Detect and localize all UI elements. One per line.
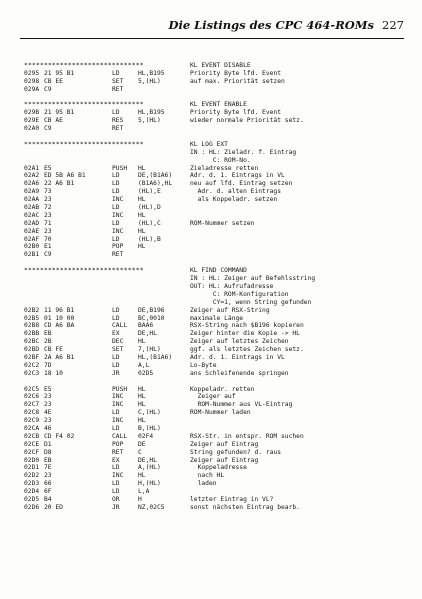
comment: laden (190, 480, 217, 488)
comment: Adr. d. alten Eintrags (190, 188, 281, 196)
address: 0295 (24, 69, 40, 77)
section-title: KL EVENT ENABLE (190, 101, 247, 109)
mnemonic: LD (112, 306, 120, 314)
parameter-note (24, 275, 404, 283)
address: 02AE (24, 227, 40, 235)
mnemonic: PUSH (112, 385, 128, 393)
comment: ROM-Nummer laden (190, 409, 251, 417)
operand: HL (138, 401, 146, 409)
address: 02D6 (24, 503, 40, 511)
mnemonic: LD (112, 172, 120, 180)
opcode-bytes: 23 (44, 417, 52, 425)
code-line (24, 393, 404, 401)
section-header (24, 267, 404, 275)
opcode-bytes: 73 (44, 188, 52, 196)
opcode-bytes: 46 (44, 424, 52, 432)
address: 02B5 (24, 314, 40, 322)
opcode-bytes: 7E (44, 464, 52, 472)
address: 02D5 (24, 495, 40, 503)
mnemonic: POP (112, 440, 124, 448)
mnemonic: LD (112, 188, 120, 196)
opcode-bytes: 18 10 (44, 369, 63, 377)
code-line (24, 315, 404, 323)
section-separator: ****************************** (24, 267, 144, 275)
mnemonic: LD (112, 69, 120, 77)
code-line (24, 330, 404, 338)
code-line (24, 188, 404, 196)
section-title: KL LOG EXT (190, 140, 228, 148)
opcode-bytes: 22 A6 B1 (44, 180, 75, 188)
section-header (24, 101, 404, 109)
operand: (HL),B (138, 235, 161, 243)
operand: HL,B195 (138, 69, 165, 77)
code-line (24, 165, 404, 173)
code-line (24, 370, 404, 378)
comment: Priority Byte lfd. Event (190, 69, 281, 77)
section-separator: ****************************** (24, 140, 144, 148)
code-line (24, 338, 404, 346)
address: 02AD (24, 219, 40, 227)
address: 02A1 (24, 164, 40, 172)
code-line (24, 70, 404, 78)
section-header (24, 141, 404, 149)
operand: DE,(B1A6) (138, 172, 173, 180)
address: 02BF (24, 353, 40, 361)
address: 02A2 (24, 172, 40, 180)
opcode-bytes: 23 (44, 393, 52, 401)
code-line (24, 251, 404, 259)
address: 02D1 (24, 464, 40, 472)
blank-line (24, 259, 404, 267)
operand: 02D5 (138, 369, 154, 377)
mnemonic: RET (112, 125, 124, 133)
opcode-bytes: EB (44, 330, 52, 338)
opcode-bytes: E5 (44, 164, 52, 172)
code-line (24, 409, 404, 417)
opcode-bytes: D8 (44, 448, 52, 456)
code-line (24, 125, 404, 133)
note-text: CY=1, wenn String gefunden (190, 298, 312, 306)
mnemonic: LD (112, 409, 120, 417)
address: 02AA (24, 196, 40, 204)
opcode-bytes: 7D (44, 361, 52, 369)
comment: Zeiger auf RSX-String (190, 306, 270, 314)
operand: DE (138, 440, 146, 448)
mnemonic: PUSH (112, 164, 128, 172)
opcode-bytes: 66 (44, 480, 52, 488)
mnemonic: LD (112, 353, 120, 361)
opcode-bytes: 6F (44, 488, 52, 496)
address: 02A6 (24, 180, 40, 188)
page-number: 227 (382, 18, 404, 32)
operand: HL (138, 385, 146, 393)
opcode-bytes: C9 (44, 251, 52, 259)
mnemonic: LD (112, 204, 120, 212)
mnemonic: SET (112, 346, 124, 354)
address: 02D3 (24, 480, 40, 488)
operand: A,L (138, 361, 150, 369)
comment: ROM-Nummer setzen (190, 219, 255, 227)
address: 02CE (24, 440, 40, 448)
parameter-note (24, 283, 404, 291)
code-line (24, 504, 404, 512)
code-line (24, 322, 404, 330)
address: 02C7 (24, 401, 40, 409)
operand: H,(HL) (138, 480, 161, 488)
comment: letzter Eintrag in VL? (190, 495, 274, 503)
opcode-bytes: E5 (44, 385, 52, 393)
operand: BAA6 (138, 322, 154, 330)
address: 02B1 (24, 251, 40, 259)
code-line (24, 307, 404, 315)
mnemonic: EX (112, 330, 120, 338)
address: 02C8 (24, 409, 40, 417)
code-line (24, 204, 404, 212)
mnemonic: INC (112, 196, 124, 204)
opcode-bytes: C9 (44, 85, 52, 93)
mnemonic: JR (112, 503, 120, 511)
address: 02AF (24, 235, 40, 243)
note-text: IN : HL: Zieladr. f. Eintrag (190, 148, 297, 156)
assembly-listing (24, 62, 404, 512)
mnemonic: POP (112, 243, 124, 251)
page-header (20, 16, 404, 39)
comment: wieder normale Priorität setz. (190, 117, 304, 125)
code-line (24, 243, 404, 251)
code-line (24, 180, 404, 188)
note-text: OUT: HL: Aufrufadresse (190, 282, 274, 290)
mnemonic: LD (112, 109, 120, 117)
mnemonic: OR (112, 495, 120, 503)
code-line (24, 449, 404, 457)
comment: ans Schleifenende springen (190, 369, 289, 377)
mnemonic: INC (112, 227, 124, 235)
code-line (24, 354, 404, 362)
mnemonic: INC (112, 211, 124, 219)
comment: Zeiger hinter die Kopie -> HL (190, 330, 300, 338)
address: 02AC (24, 211, 40, 219)
code-line (24, 386, 404, 394)
comment: nach HL (190, 472, 225, 480)
opcode-bytes: 23 (44, 472, 52, 480)
address: 02C9 (24, 417, 40, 425)
operand: B,(HL) (138, 424, 161, 432)
operand: HL (138, 472, 146, 480)
comment: Zeiger auf Eintrag (190, 440, 259, 448)
opcode-bytes: CD A6 BA (44, 322, 75, 330)
address: 029E (24, 117, 40, 125)
opcode-bytes: ED 5B A6 B1 (44, 172, 86, 180)
address: 02CB (24, 432, 40, 440)
code-line (24, 109, 404, 117)
code-line (24, 346, 404, 354)
comment: Koppeladresse (190, 464, 247, 472)
address: 0298 (24, 77, 40, 85)
address: 02B2 (24, 306, 40, 314)
operand: (HL),D (138, 204, 161, 212)
blank-line (24, 133, 404, 141)
mnemonic: RES (112, 117, 124, 125)
operand: A,(HL) (138, 464, 161, 472)
address: 02C2 (24, 361, 40, 369)
parameter-note (24, 157, 404, 165)
comment: String gefunden? d. raus (190, 448, 281, 456)
code-line (24, 212, 404, 220)
section-title: KL FIND COMMAND (190, 267, 247, 275)
opcode-bytes: 21 95 B1 (44, 109, 75, 117)
address: 02BB (24, 330, 40, 338)
operand: HL (138, 211, 146, 219)
mnemonic: LD (112, 314, 120, 322)
note-text: C: ROM-No. (190, 156, 251, 164)
code-line (24, 457, 404, 465)
mnemonic: CALL (112, 432, 128, 440)
comment: als Koppeladr. setzen (190, 196, 278, 204)
code-line (24, 196, 404, 204)
address: 029B (24, 109, 40, 117)
opcode-bytes: CD F4 02 (44, 432, 75, 440)
code-line (24, 362, 404, 370)
mnemonic: INC (112, 401, 124, 409)
code-line (24, 480, 404, 488)
address: 02D4 (24, 488, 40, 496)
operand: H (138, 495, 142, 503)
operand: HL (138, 227, 146, 235)
operand: C,(HL) (138, 409, 161, 417)
comment: neu auf lfd. Eintrag setzen (190, 180, 293, 188)
mnemonic: INC (112, 417, 124, 425)
comment: ROM-Nummer aus VL-Eintrag (190, 401, 293, 409)
code-line (24, 228, 404, 236)
opcode-bytes: 11 96 B1 (44, 306, 75, 314)
opcode-bytes: CB FE (44, 346, 63, 354)
opcode-bytes: 21 95 B1 (44, 69, 75, 77)
section-header (24, 62, 404, 70)
code-line (24, 220, 404, 228)
comment: RSX-Str. in entspr. ROM suchen (190, 432, 304, 440)
mnemonic: LD (112, 361, 120, 369)
section-title: KL EVENT DISABLE (190, 62, 251, 69)
code-line (24, 464, 404, 472)
address: 02C6 (24, 393, 40, 401)
comment: Zeiger auf (190, 393, 236, 401)
mnemonic: LD (112, 488, 120, 496)
comment: maximale Länge (190, 314, 244, 322)
operand: L,A (138, 488, 150, 496)
address: 02A0 (24, 125, 40, 133)
code-line (24, 433, 404, 441)
operand: C (138, 448, 142, 456)
operand: DE,B196 (138, 306, 165, 314)
mnemonic: DEC (112, 338, 124, 346)
code-line (24, 425, 404, 433)
code-line (24, 86, 404, 94)
opcode-bytes: CB AE (44, 117, 63, 125)
blank-line (24, 94, 404, 102)
operand: HL,B195 (138, 109, 165, 117)
mnemonic: LD (112, 464, 120, 472)
address: 02CF (24, 448, 40, 456)
opcode-bytes: 72 (44, 204, 52, 212)
mnemonic: INC (112, 393, 124, 401)
mnemonic: CALL (112, 322, 128, 330)
operand: HL (138, 164, 146, 172)
opcode-bytes: 23 (44, 401, 52, 409)
code-line (24, 496, 404, 504)
comment: Lo-Byte (190, 361, 217, 369)
mnemonic: SET (112, 77, 124, 85)
operand: 7,(HL) (138, 346, 161, 354)
opcode-bytes: B4 (44, 495, 52, 503)
operand: HL (138, 417, 146, 425)
code-line (24, 172, 404, 180)
opcode-bytes: E1 (44, 243, 52, 251)
code-line (24, 401, 404, 409)
comment: RSX-String nach $B196 kopieren (190, 322, 304, 330)
mnemonic: RET (112, 251, 124, 259)
comment: auf max. Priorität setzen (190, 77, 285, 85)
address: 02B0 (24, 243, 40, 251)
comment: Priority Byte lfd. Event (190, 109, 281, 117)
comment: Adr. d. 1. Eintrags in VL (190, 172, 285, 180)
address: 02C5 (24, 385, 40, 393)
opcode-bytes: 23 (44, 227, 52, 235)
opcode-bytes: 2B (44, 338, 52, 346)
operand: (HL),C (138, 219, 161, 227)
operand: (B1A6),HL (138, 180, 173, 188)
address: 02CA (24, 424, 40, 432)
address: 02BD (24, 346, 40, 354)
address: 02D2 (24, 472, 40, 480)
mnemonic: LD (112, 219, 120, 227)
comment: sonst nächsten Eintrag bearb. (190, 503, 300, 511)
code-line (24, 236, 404, 244)
operand: DE,HL (138, 330, 157, 338)
comment: Koppeladr. retten (190, 385, 255, 393)
operand: HL (138, 243, 146, 251)
note-text: C: ROM-Konfiguration (190, 290, 289, 298)
comment: ggf. als letztes Zeichen setz. (190, 346, 304, 354)
opcode-bytes: CB EE (44, 77, 63, 85)
comment: Zeiger auf letztes Zeichen (190, 338, 289, 346)
mnemonic: LD (112, 424, 120, 432)
mnemonic: RET (112, 85, 124, 93)
code-line (24, 472, 404, 480)
opcode-bytes: 71 (44, 219, 52, 227)
opcode-bytes: 01 10 00 (44, 314, 75, 322)
section-separator: ****************************** (24, 62, 144, 69)
opcode-bytes: 23 (44, 211, 52, 219)
parameter-note (24, 291, 404, 299)
address: 02D0 (24, 456, 40, 464)
opcode-bytes: 4E (44, 409, 52, 417)
comment: Zieladresse retten (190, 164, 259, 172)
opcode-bytes: D1 (44, 440, 52, 448)
code-line (24, 417, 404, 425)
mnemonic: LD (112, 235, 120, 243)
operand: HL (138, 196, 146, 204)
address: 02C3 (24, 369, 40, 377)
address: 02BC (24, 338, 40, 346)
mnemonic: EX (112, 456, 120, 464)
code-line (24, 441, 404, 449)
opcode-bytes: C9 (44, 125, 52, 133)
comment: Adr. d. 1. Eintrags in VL (190, 353, 285, 361)
running-title: Die Listings des CPC 464-ROMs (168, 18, 374, 32)
comment: Zeiger auf Eintrag (190, 456, 259, 464)
opcode-bytes: 20 ED (44, 503, 63, 511)
operand: DE,HL (138, 456, 157, 464)
opcode-bytes: 2A A6 B1 (44, 353, 75, 361)
opcode-bytes: 23 (44, 196, 52, 204)
opcode-bytes: 70 (44, 235, 52, 243)
operand: 5,(HL) (138, 77, 161, 85)
code-line (24, 117, 404, 125)
section-separator: ****************************** (24, 101, 144, 109)
address: 029A (24, 85, 40, 93)
mnemonic: LD (112, 480, 120, 488)
mnemonic: JR (112, 369, 120, 377)
operand: HL (138, 393, 146, 401)
operand: 02F4 (138, 432, 154, 440)
mnemonic: RET (112, 448, 124, 456)
parameter-note (24, 149, 404, 157)
code-line (24, 78, 404, 86)
code-line (24, 488, 404, 496)
mnemonic: INC (112, 472, 124, 480)
operand: NZ,02C5 (138, 503, 165, 511)
operand: 5,(HL) (138, 117, 161, 125)
blank-line (24, 378, 404, 386)
mnemonic: LD (112, 180, 120, 188)
parameter-note (24, 299, 404, 307)
address: 02A9 (24, 188, 40, 196)
operand: HL,(B1A6) (138, 353, 173, 361)
address: 02B8 (24, 322, 40, 330)
note-text: IN : HL: Zeiger auf Befehlsstring (190, 275, 316, 283)
address: 02AB (24, 204, 40, 212)
operand: BC,0010 (138, 314, 165, 322)
operand: HL (138, 338, 146, 346)
opcode-bytes: EB (44, 456, 52, 464)
operand: (HL),E (138, 188, 161, 196)
